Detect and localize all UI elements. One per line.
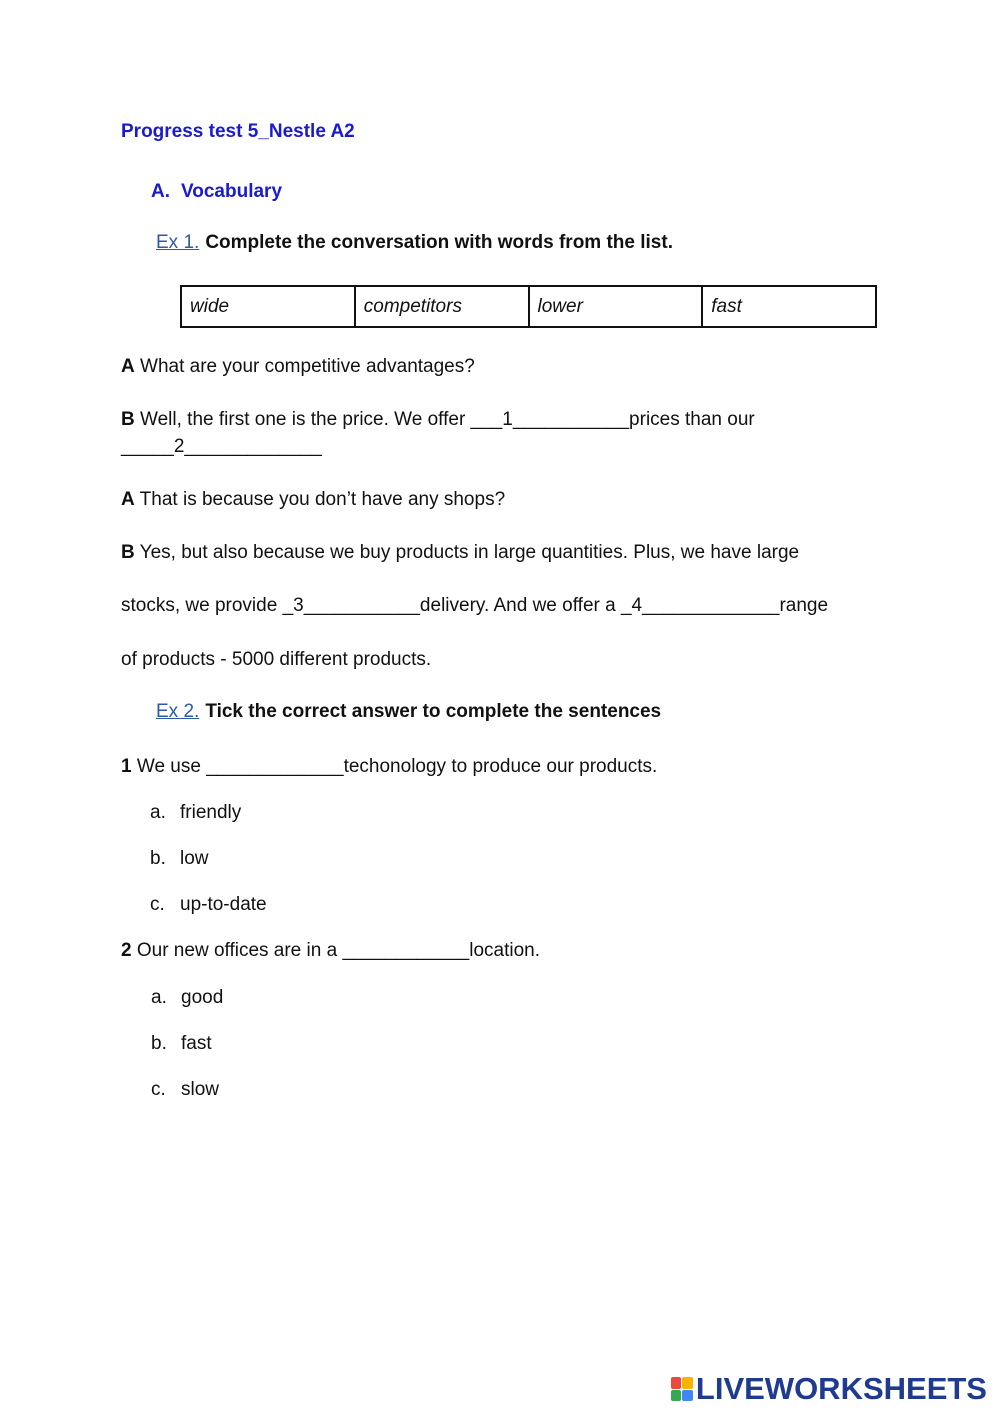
- option-letter: b.: [151, 1033, 167, 1054]
- exercise-1-instruction: Complete the conversation with words from the list.: [205, 232, 673, 253]
- exercise-2-instruction: Tick the correct answer to complete the sentences: [205, 701, 662, 722]
- conversation-line: [121, 540, 799, 566]
- line-text: That is because you don’t have any shops?: [139, 489, 506, 510]
- conversation-line-continuation: [121, 434, 322, 460]
- line-text: of products - 5000 different products.: [121, 649, 432, 670]
- line-text: Well, the first one is the price. We offer ___1___________prices than our: [140, 409, 755, 430]
- question-number: 1: [121, 756, 132, 777]
- speaker-label: A: [121, 489, 135, 510]
- word-list-table: [180, 285, 877, 328]
- word-cell: fast: [702, 286, 876, 327]
- line-text: stocks, we provide _3___________delivery. And we offer a _4_____________range: [121, 595, 829, 616]
- speaker-label: B: [121, 409, 135, 430]
- conversation-line: [121, 354, 475, 380]
- option-letter: a.: [151, 987, 167, 1008]
- option-letter: a.: [150, 802, 166, 823]
- section-letter: A.: [151, 181, 170, 202]
- word-cell: competitors: [355, 286, 529, 327]
- section-heading-vocabulary: Vocabulary: [181, 181, 283, 202]
- option-up-to-date[interactable]: up-to-date: [180, 894, 267, 915]
- line-text: _____2_____________: [121, 436, 322, 457]
- question-text: Our new offices are in a ____________location.: [136, 940, 541, 961]
- logo-mark-icon: [671, 1377, 693, 1401]
- conversation-line-continuation: [121, 647, 431, 673]
- conversation-line: [121, 487, 505, 513]
- speaker-label: B: [121, 542, 135, 563]
- word-cell: wide: [181, 286, 355, 327]
- line-text: What are your competitive advantages?: [140, 356, 475, 377]
- option-friendly[interactable]: friendly: [180, 802, 242, 823]
- option-slow[interactable]: slow: [181, 1079, 220, 1100]
- question-2: [121, 938, 540, 964]
- question-number: 2: [121, 940, 132, 961]
- liveworksheets-logo: [671, 1371, 987, 1407]
- option-letter: c.: [150, 894, 165, 915]
- question-1: [121, 754, 657, 780]
- conversation-line-continuation: [121, 593, 828, 619]
- logo-text: LIVEWORKSHEETS: [695, 1371, 987, 1406]
- page-title: Progress test 5_Nestle A2: [121, 121, 355, 142]
- exercise-1-heading: [156, 232, 673, 254]
- option-low[interactable]: low: [180, 848, 209, 869]
- exercise-2-link[interactable]: Ex 2.: [156, 701, 200, 722]
- option-letter: c.: [151, 1079, 166, 1100]
- option-good[interactable]: good: [181, 987, 224, 1008]
- line-text: Yes, but also because we buy products in large quantities. Plus, we have large: [139, 542, 800, 563]
- option-fast[interactable]: fast: [181, 1033, 212, 1054]
- option-letter: b.: [150, 848, 166, 869]
- exercise-2-heading: [156, 701, 661, 723]
- exercise-1-link[interactable]: Ex 1.: [156, 232, 200, 253]
- question-text: We use _____________techonology to produce our products.: [136, 756, 658, 777]
- word-cell: lower: [529, 286, 703, 327]
- speaker-label: A: [121, 356, 135, 377]
- conversation-line: [121, 407, 755, 433]
